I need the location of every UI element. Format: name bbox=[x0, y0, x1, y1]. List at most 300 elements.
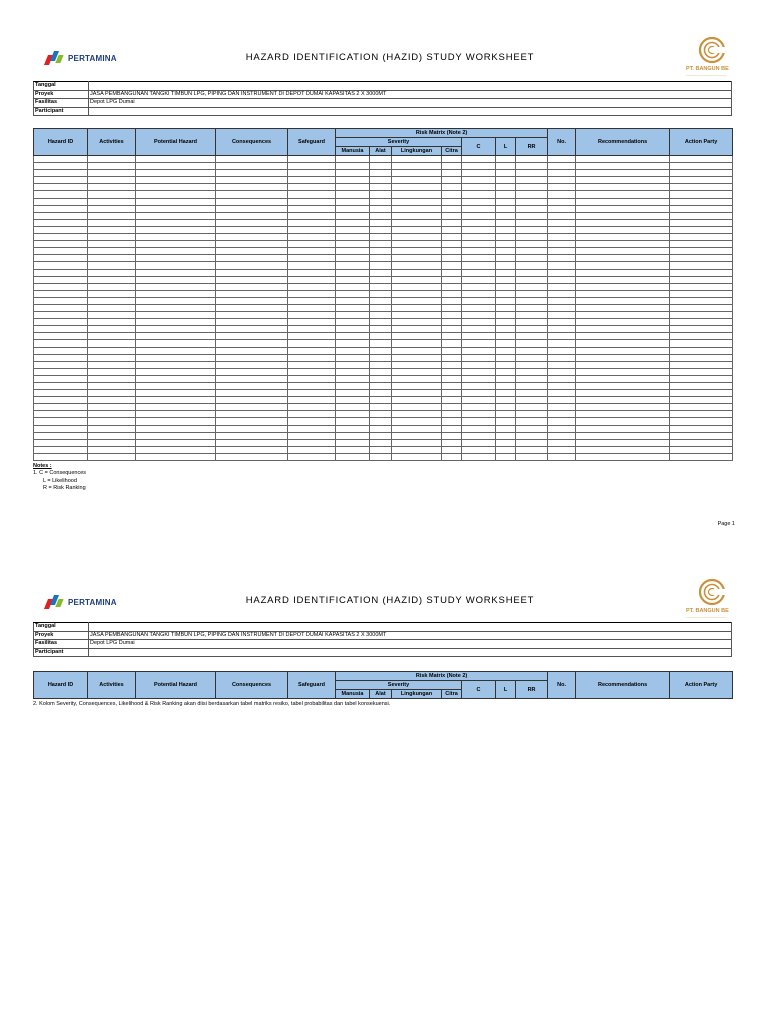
table-cell[interactable] bbox=[88, 333, 136, 340]
table-cell[interactable] bbox=[392, 248, 442, 255]
table-cell[interactable] bbox=[88, 326, 136, 333]
table-cell[interactable] bbox=[576, 248, 670, 255]
table-cell[interactable] bbox=[516, 212, 548, 219]
table-cell[interactable] bbox=[516, 248, 548, 255]
table-cell[interactable] bbox=[370, 163, 392, 170]
table-cell[interactable] bbox=[34, 312, 88, 319]
table-cell[interactable] bbox=[88, 312, 136, 319]
table-cell[interactable] bbox=[288, 446, 336, 453]
table-cell[interactable] bbox=[288, 333, 336, 340]
table-cell[interactable] bbox=[442, 361, 462, 368]
table-cell[interactable] bbox=[670, 255, 733, 262]
table-cell[interactable] bbox=[136, 319, 216, 326]
table-cell[interactable] bbox=[516, 163, 548, 170]
table-cell[interactable] bbox=[392, 241, 442, 248]
table-cell[interactable] bbox=[462, 212, 496, 219]
table-cell[interactable] bbox=[516, 304, 548, 311]
table-cell[interactable] bbox=[288, 219, 336, 226]
table-cell[interactable] bbox=[548, 411, 576, 418]
table-cell[interactable] bbox=[336, 276, 370, 283]
table-cell[interactable] bbox=[216, 255, 288, 262]
table-cell[interactable] bbox=[336, 397, 370, 404]
table-cell[interactable] bbox=[670, 212, 733, 219]
table-cell[interactable] bbox=[370, 269, 392, 276]
table-cell[interactable] bbox=[576, 432, 670, 439]
table-cell[interactable] bbox=[392, 212, 442, 219]
table-cell[interactable] bbox=[370, 283, 392, 290]
table-cell[interactable] bbox=[336, 156, 370, 163]
table-cell[interactable] bbox=[336, 290, 370, 297]
table-cell[interactable] bbox=[288, 191, 336, 198]
table-cell[interactable] bbox=[462, 219, 496, 226]
table-cell[interactable] bbox=[496, 397, 516, 404]
table-cell[interactable] bbox=[462, 375, 496, 382]
table-cell[interactable] bbox=[576, 219, 670, 226]
table-cell[interactable] bbox=[442, 446, 462, 453]
table-cell[interactable] bbox=[392, 340, 442, 347]
table-cell[interactable] bbox=[336, 198, 370, 205]
table-cell[interactable] bbox=[516, 340, 548, 347]
table-cell[interactable] bbox=[548, 241, 576, 248]
table-cell[interactable] bbox=[670, 276, 733, 283]
table-cell[interactable] bbox=[392, 347, 442, 354]
table-cell[interactable] bbox=[462, 453, 496, 460]
table-cell[interactable] bbox=[576, 241, 670, 248]
table-cell[interactable] bbox=[136, 453, 216, 460]
table-cell[interactable] bbox=[548, 212, 576, 219]
table-cell[interactable] bbox=[336, 340, 370, 347]
table-cell[interactable] bbox=[216, 297, 288, 304]
table-cell[interactable] bbox=[462, 191, 496, 198]
table-cell[interactable] bbox=[670, 312, 733, 319]
table-cell[interactable] bbox=[288, 283, 336, 290]
table-cell[interactable] bbox=[462, 226, 496, 233]
table-cell[interactable] bbox=[336, 205, 370, 212]
table-cell[interactable] bbox=[136, 191, 216, 198]
table-cell[interactable] bbox=[34, 276, 88, 283]
table-cell[interactable] bbox=[136, 205, 216, 212]
table-cell[interactable] bbox=[548, 368, 576, 375]
table-cell[interactable] bbox=[34, 177, 88, 184]
table-cell[interactable] bbox=[442, 170, 462, 177]
table-cell[interactable] bbox=[548, 397, 576, 404]
table-cell[interactable] bbox=[370, 326, 392, 333]
table-cell[interactable] bbox=[462, 170, 496, 177]
table-cell[interactable] bbox=[392, 390, 442, 397]
table-cell[interactable] bbox=[548, 205, 576, 212]
table-cell[interactable] bbox=[548, 290, 576, 297]
table-cell[interactable] bbox=[462, 262, 496, 269]
table-cell[interactable] bbox=[34, 354, 88, 361]
table-cell[interactable] bbox=[370, 156, 392, 163]
table-cell[interactable] bbox=[216, 453, 288, 460]
table-cell[interactable] bbox=[34, 432, 88, 439]
table-cell[interactable] bbox=[216, 156, 288, 163]
table-cell[interactable] bbox=[670, 333, 733, 340]
table-cell[interactable] bbox=[34, 184, 88, 191]
table-cell[interactable] bbox=[370, 304, 392, 311]
table-cell[interactable] bbox=[34, 234, 88, 241]
table-cell[interactable] bbox=[442, 177, 462, 184]
table-cell[interactable] bbox=[216, 333, 288, 340]
table-cell[interactable] bbox=[516, 312, 548, 319]
table-cell[interactable] bbox=[370, 439, 392, 446]
table-cell[interactable] bbox=[670, 375, 733, 382]
table-cell[interactable] bbox=[442, 205, 462, 212]
table-cell[interactable] bbox=[576, 234, 670, 241]
table-cell[interactable] bbox=[392, 269, 442, 276]
table-cell[interactable] bbox=[392, 319, 442, 326]
table-cell[interactable] bbox=[462, 397, 496, 404]
table-cell[interactable] bbox=[136, 241, 216, 248]
table-cell[interactable] bbox=[34, 340, 88, 347]
table-cell[interactable] bbox=[548, 283, 576, 290]
table-cell[interactable] bbox=[516, 276, 548, 283]
table-cell[interactable] bbox=[136, 326, 216, 333]
table-cell[interactable] bbox=[336, 439, 370, 446]
table-cell[interactable] bbox=[496, 212, 516, 219]
table-cell[interactable] bbox=[136, 269, 216, 276]
table-cell[interactable] bbox=[88, 163, 136, 170]
table-cell[interactable] bbox=[88, 297, 136, 304]
table-cell[interactable] bbox=[136, 276, 216, 283]
table-cell[interactable] bbox=[88, 319, 136, 326]
table-cell[interactable] bbox=[576, 404, 670, 411]
table-cell[interactable] bbox=[516, 453, 548, 460]
table-cell[interactable] bbox=[392, 326, 442, 333]
table-cell[interactable] bbox=[288, 198, 336, 205]
table-cell[interactable] bbox=[88, 375, 136, 382]
table-cell[interactable] bbox=[216, 432, 288, 439]
table-cell[interactable] bbox=[288, 340, 336, 347]
table-cell[interactable] bbox=[136, 184, 216, 191]
table-cell[interactable] bbox=[496, 297, 516, 304]
table-cell[interactable] bbox=[392, 383, 442, 390]
table-cell[interactable] bbox=[548, 262, 576, 269]
table-cell[interactable] bbox=[34, 375, 88, 382]
table-cell[interactable] bbox=[548, 425, 576, 432]
table-cell[interactable] bbox=[462, 411, 496, 418]
table-cell[interactable] bbox=[496, 404, 516, 411]
table-cell[interactable] bbox=[670, 297, 733, 304]
table-cell[interactable] bbox=[88, 304, 136, 311]
table-cell[interactable] bbox=[34, 418, 88, 425]
table-cell[interactable] bbox=[442, 397, 462, 404]
table-cell[interactable] bbox=[576, 383, 670, 390]
table-cell[interactable] bbox=[496, 255, 516, 262]
table-cell[interactable] bbox=[336, 163, 370, 170]
table-cell[interactable] bbox=[216, 226, 288, 233]
table-cell[interactable] bbox=[216, 319, 288, 326]
table-cell[interactable] bbox=[496, 234, 516, 241]
table-cell[interactable] bbox=[576, 297, 670, 304]
table-cell[interactable] bbox=[496, 191, 516, 198]
table-cell[interactable] bbox=[442, 248, 462, 255]
table-cell[interactable] bbox=[496, 177, 516, 184]
table-cell[interactable] bbox=[548, 255, 576, 262]
table-cell[interactable] bbox=[88, 283, 136, 290]
table-cell[interactable] bbox=[442, 163, 462, 170]
table-cell[interactable] bbox=[670, 425, 733, 432]
table-cell[interactable] bbox=[576, 184, 670, 191]
table-cell[interactable] bbox=[136, 439, 216, 446]
table-cell[interactable] bbox=[670, 177, 733, 184]
table-cell[interactable] bbox=[370, 226, 392, 233]
table-cell[interactable] bbox=[576, 446, 670, 453]
table-cell[interactable] bbox=[288, 156, 336, 163]
table-cell[interactable] bbox=[336, 255, 370, 262]
table-cell[interactable] bbox=[576, 397, 670, 404]
table-cell[interactable] bbox=[516, 333, 548, 340]
table-cell[interactable] bbox=[216, 170, 288, 177]
table-cell[interactable] bbox=[670, 269, 733, 276]
table-cell[interactable] bbox=[462, 205, 496, 212]
table-cell[interactable] bbox=[548, 383, 576, 390]
table-cell[interactable] bbox=[516, 191, 548, 198]
table-cell[interactable] bbox=[442, 432, 462, 439]
table-cell[interactable] bbox=[670, 446, 733, 453]
table-cell[interactable] bbox=[496, 418, 516, 425]
table-cell[interactable] bbox=[442, 383, 462, 390]
table-cell[interactable] bbox=[576, 333, 670, 340]
table-cell[interactable] bbox=[442, 347, 462, 354]
table-cell[interactable] bbox=[336, 170, 370, 177]
table-cell[interactable] bbox=[496, 184, 516, 191]
table-cell[interactable] bbox=[34, 241, 88, 248]
table-cell[interactable] bbox=[670, 205, 733, 212]
table-cell[interactable] bbox=[136, 411, 216, 418]
table-cell[interactable] bbox=[548, 304, 576, 311]
table-cell[interactable] bbox=[34, 255, 88, 262]
table-cell[interactable] bbox=[576, 177, 670, 184]
table-cell[interactable] bbox=[442, 184, 462, 191]
table-cell[interactable] bbox=[442, 375, 462, 382]
table-cell[interactable] bbox=[496, 347, 516, 354]
table-cell[interactable] bbox=[496, 425, 516, 432]
table-cell[interactable] bbox=[216, 290, 288, 297]
table-cell[interactable] bbox=[496, 276, 516, 283]
table-cell[interactable] bbox=[288, 205, 336, 212]
table-cell[interactable] bbox=[516, 290, 548, 297]
table-cell[interactable] bbox=[288, 354, 336, 361]
table-cell[interactable] bbox=[370, 354, 392, 361]
table-cell[interactable] bbox=[462, 304, 496, 311]
table-cell[interactable] bbox=[336, 304, 370, 311]
table-cell[interactable] bbox=[462, 425, 496, 432]
table-cell[interactable] bbox=[136, 354, 216, 361]
table-cell[interactable] bbox=[288, 439, 336, 446]
table-cell[interactable] bbox=[462, 361, 496, 368]
table-cell[interactable] bbox=[336, 390, 370, 397]
table-cell[interactable] bbox=[516, 255, 548, 262]
table-cell[interactable] bbox=[392, 333, 442, 340]
table-cell[interactable] bbox=[576, 326, 670, 333]
table-cell[interactable] bbox=[336, 432, 370, 439]
table-cell[interactable] bbox=[288, 418, 336, 425]
table-cell[interactable] bbox=[136, 432, 216, 439]
table-cell[interactable] bbox=[516, 269, 548, 276]
table-cell[interactable] bbox=[288, 255, 336, 262]
table-cell[interactable] bbox=[442, 453, 462, 460]
table-cell[interactable] bbox=[216, 248, 288, 255]
table-cell[interactable] bbox=[576, 319, 670, 326]
table-cell[interactable] bbox=[496, 333, 516, 340]
table-cell[interactable] bbox=[392, 432, 442, 439]
table-cell[interactable] bbox=[88, 453, 136, 460]
table-cell[interactable] bbox=[576, 156, 670, 163]
table-cell[interactable] bbox=[670, 304, 733, 311]
table-cell[interactable] bbox=[462, 312, 496, 319]
table-cell[interactable] bbox=[88, 361, 136, 368]
table-cell[interactable] bbox=[288, 304, 336, 311]
table-cell[interactable] bbox=[548, 191, 576, 198]
table-cell[interactable] bbox=[288, 411, 336, 418]
table-cell[interactable] bbox=[288, 290, 336, 297]
table-cell[interactable] bbox=[496, 241, 516, 248]
table-cell[interactable] bbox=[88, 290, 136, 297]
table-cell[interactable] bbox=[670, 290, 733, 297]
table-cell[interactable] bbox=[370, 368, 392, 375]
table-cell[interactable] bbox=[462, 269, 496, 276]
table-cell[interactable] bbox=[34, 248, 88, 255]
table-cell[interactable] bbox=[216, 361, 288, 368]
table-cell[interactable] bbox=[370, 290, 392, 297]
table-cell[interactable] bbox=[216, 439, 288, 446]
table-cell[interactable] bbox=[88, 262, 136, 269]
table-cell[interactable] bbox=[496, 383, 516, 390]
table-cell[interactable] bbox=[288, 177, 336, 184]
table-cell[interactable] bbox=[576, 425, 670, 432]
table-cell[interactable] bbox=[216, 219, 288, 226]
table-cell[interactable] bbox=[336, 248, 370, 255]
table-cell[interactable] bbox=[670, 397, 733, 404]
table-cell[interactable] bbox=[336, 184, 370, 191]
table-cell[interactable] bbox=[442, 219, 462, 226]
table-cell[interactable] bbox=[516, 198, 548, 205]
table-cell[interactable] bbox=[88, 205, 136, 212]
table-cell[interactable] bbox=[336, 219, 370, 226]
table-cell[interactable] bbox=[548, 404, 576, 411]
table-cell[interactable] bbox=[34, 269, 88, 276]
table-cell[interactable] bbox=[336, 177, 370, 184]
table-cell[interactable] bbox=[34, 361, 88, 368]
table-cell[interactable] bbox=[496, 319, 516, 326]
table-cell[interactable] bbox=[88, 404, 136, 411]
table-cell[interactable] bbox=[670, 439, 733, 446]
table-cell[interactable] bbox=[88, 226, 136, 233]
table-cell[interactable] bbox=[576, 411, 670, 418]
table-cell[interactable] bbox=[462, 333, 496, 340]
table-cell[interactable] bbox=[670, 234, 733, 241]
table-cell[interactable] bbox=[34, 326, 88, 333]
table-cell[interactable] bbox=[392, 425, 442, 432]
table-cell[interactable] bbox=[442, 333, 462, 340]
table-cell[interactable] bbox=[34, 446, 88, 453]
table-cell[interactable] bbox=[462, 276, 496, 283]
table-cell[interactable] bbox=[462, 177, 496, 184]
table-cell[interactable] bbox=[442, 191, 462, 198]
table-cell[interactable] bbox=[576, 191, 670, 198]
table-cell[interactable] bbox=[336, 347, 370, 354]
table-cell[interactable] bbox=[548, 269, 576, 276]
table-cell[interactable] bbox=[670, 241, 733, 248]
table-cell[interactable] bbox=[288, 269, 336, 276]
table-cell[interactable] bbox=[88, 184, 136, 191]
table-cell[interactable] bbox=[462, 446, 496, 453]
table-cell[interactable] bbox=[548, 297, 576, 304]
table-cell[interactable] bbox=[516, 375, 548, 382]
table-cell[interactable] bbox=[288, 262, 336, 269]
table-cell[interactable] bbox=[216, 397, 288, 404]
table-cell[interactable] bbox=[516, 184, 548, 191]
table-cell[interactable] bbox=[336, 297, 370, 304]
table-cell[interactable] bbox=[516, 368, 548, 375]
table-cell[interactable] bbox=[548, 361, 576, 368]
table-cell[interactable] bbox=[548, 234, 576, 241]
table-cell[interactable] bbox=[392, 226, 442, 233]
table-cell[interactable] bbox=[88, 170, 136, 177]
table-cell[interactable] bbox=[370, 361, 392, 368]
table-cell[interactable] bbox=[392, 198, 442, 205]
table-cell[interactable] bbox=[392, 205, 442, 212]
table-cell[interactable] bbox=[670, 198, 733, 205]
table-cell[interactable] bbox=[576, 390, 670, 397]
table-cell[interactable] bbox=[370, 248, 392, 255]
table-cell[interactable] bbox=[576, 255, 670, 262]
table-cell[interactable] bbox=[370, 383, 392, 390]
table-cell[interactable] bbox=[462, 163, 496, 170]
table-cell[interactable] bbox=[216, 198, 288, 205]
table-cell[interactable] bbox=[288, 375, 336, 382]
table-cell[interactable] bbox=[392, 219, 442, 226]
table-cell[interactable] bbox=[548, 453, 576, 460]
table-cell[interactable] bbox=[496, 304, 516, 311]
table-cell[interactable] bbox=[392, 156, 442, 163]
table-cell[interactable] bbox=[516, 319, 548, 326]
table-cell[interactable] bbox=[216, 262, 288, 269]
table-cell[interactable] bbox=[288, 397, 336, 404]
table-cell[interactable] bbox=[136, 397, 216, 404]
table-cell[interactable] bbox=[462, 283, 496, 290]
table-cell[interactable] bbox=[136, 333, 216, 340]
table-cell[interactable] bbox=[516, 241, 548, 248]
table-cell[interactable] bbox=[216, 390, 288, 397]
table-cell[interactable] bbox=[576, 354, 670, 361]
table-cell[interactable] bbox=[670, 226, 733, 233]
table-cell[interactable] bbox=[336, 453, 370, 460]
table-cell[interactable] bbox=[496, 198, 516, 205]
table-cell[interactable] bbox=[370, 198, 392, 205]
table-cell[interactable] bbox=[34, 304, 88, 311]
table-cell[interactable] bbox=[392, 163, 442, 170]
table-cell[interactable] bbox=[462, 198, 496, 205]
table-cell[interactable] bbox=[136, 418, 216, 425]
table-cell[interactable] bbox=[370, 262, 392, 269]
table-cell[interactable] bbox=[576, 226, 670, 233]
table-cell[interactable] bbox=[496, 290, 516, 297]
table-cell[interactable] bbox=[216, 241, 288, 248]
table-cell[interactable] bbox=[548, 390, 576, 397]
table-cell[interactable] bbox=[670, 283, 733, 290]
table-cell[interactable] bbox=[288, 326, 336, 333]
table-cell[interactable] bbox=[442, 156, 462, 163]
table-cell[interactable] bbox=[462, 326, 496, 333]
table-cell[interactable] bbox=[370, 241, 392, 248]
table-cell[interactable] bbox=[336, 241, 370, 248]
table-cell[interactable] bbox=[370, 404, 392, 411]
table-cell[interactable] bbox=[88, 248, 136, 255]
table-cell[interactable] bbox=[288, 184, 336, 191]
